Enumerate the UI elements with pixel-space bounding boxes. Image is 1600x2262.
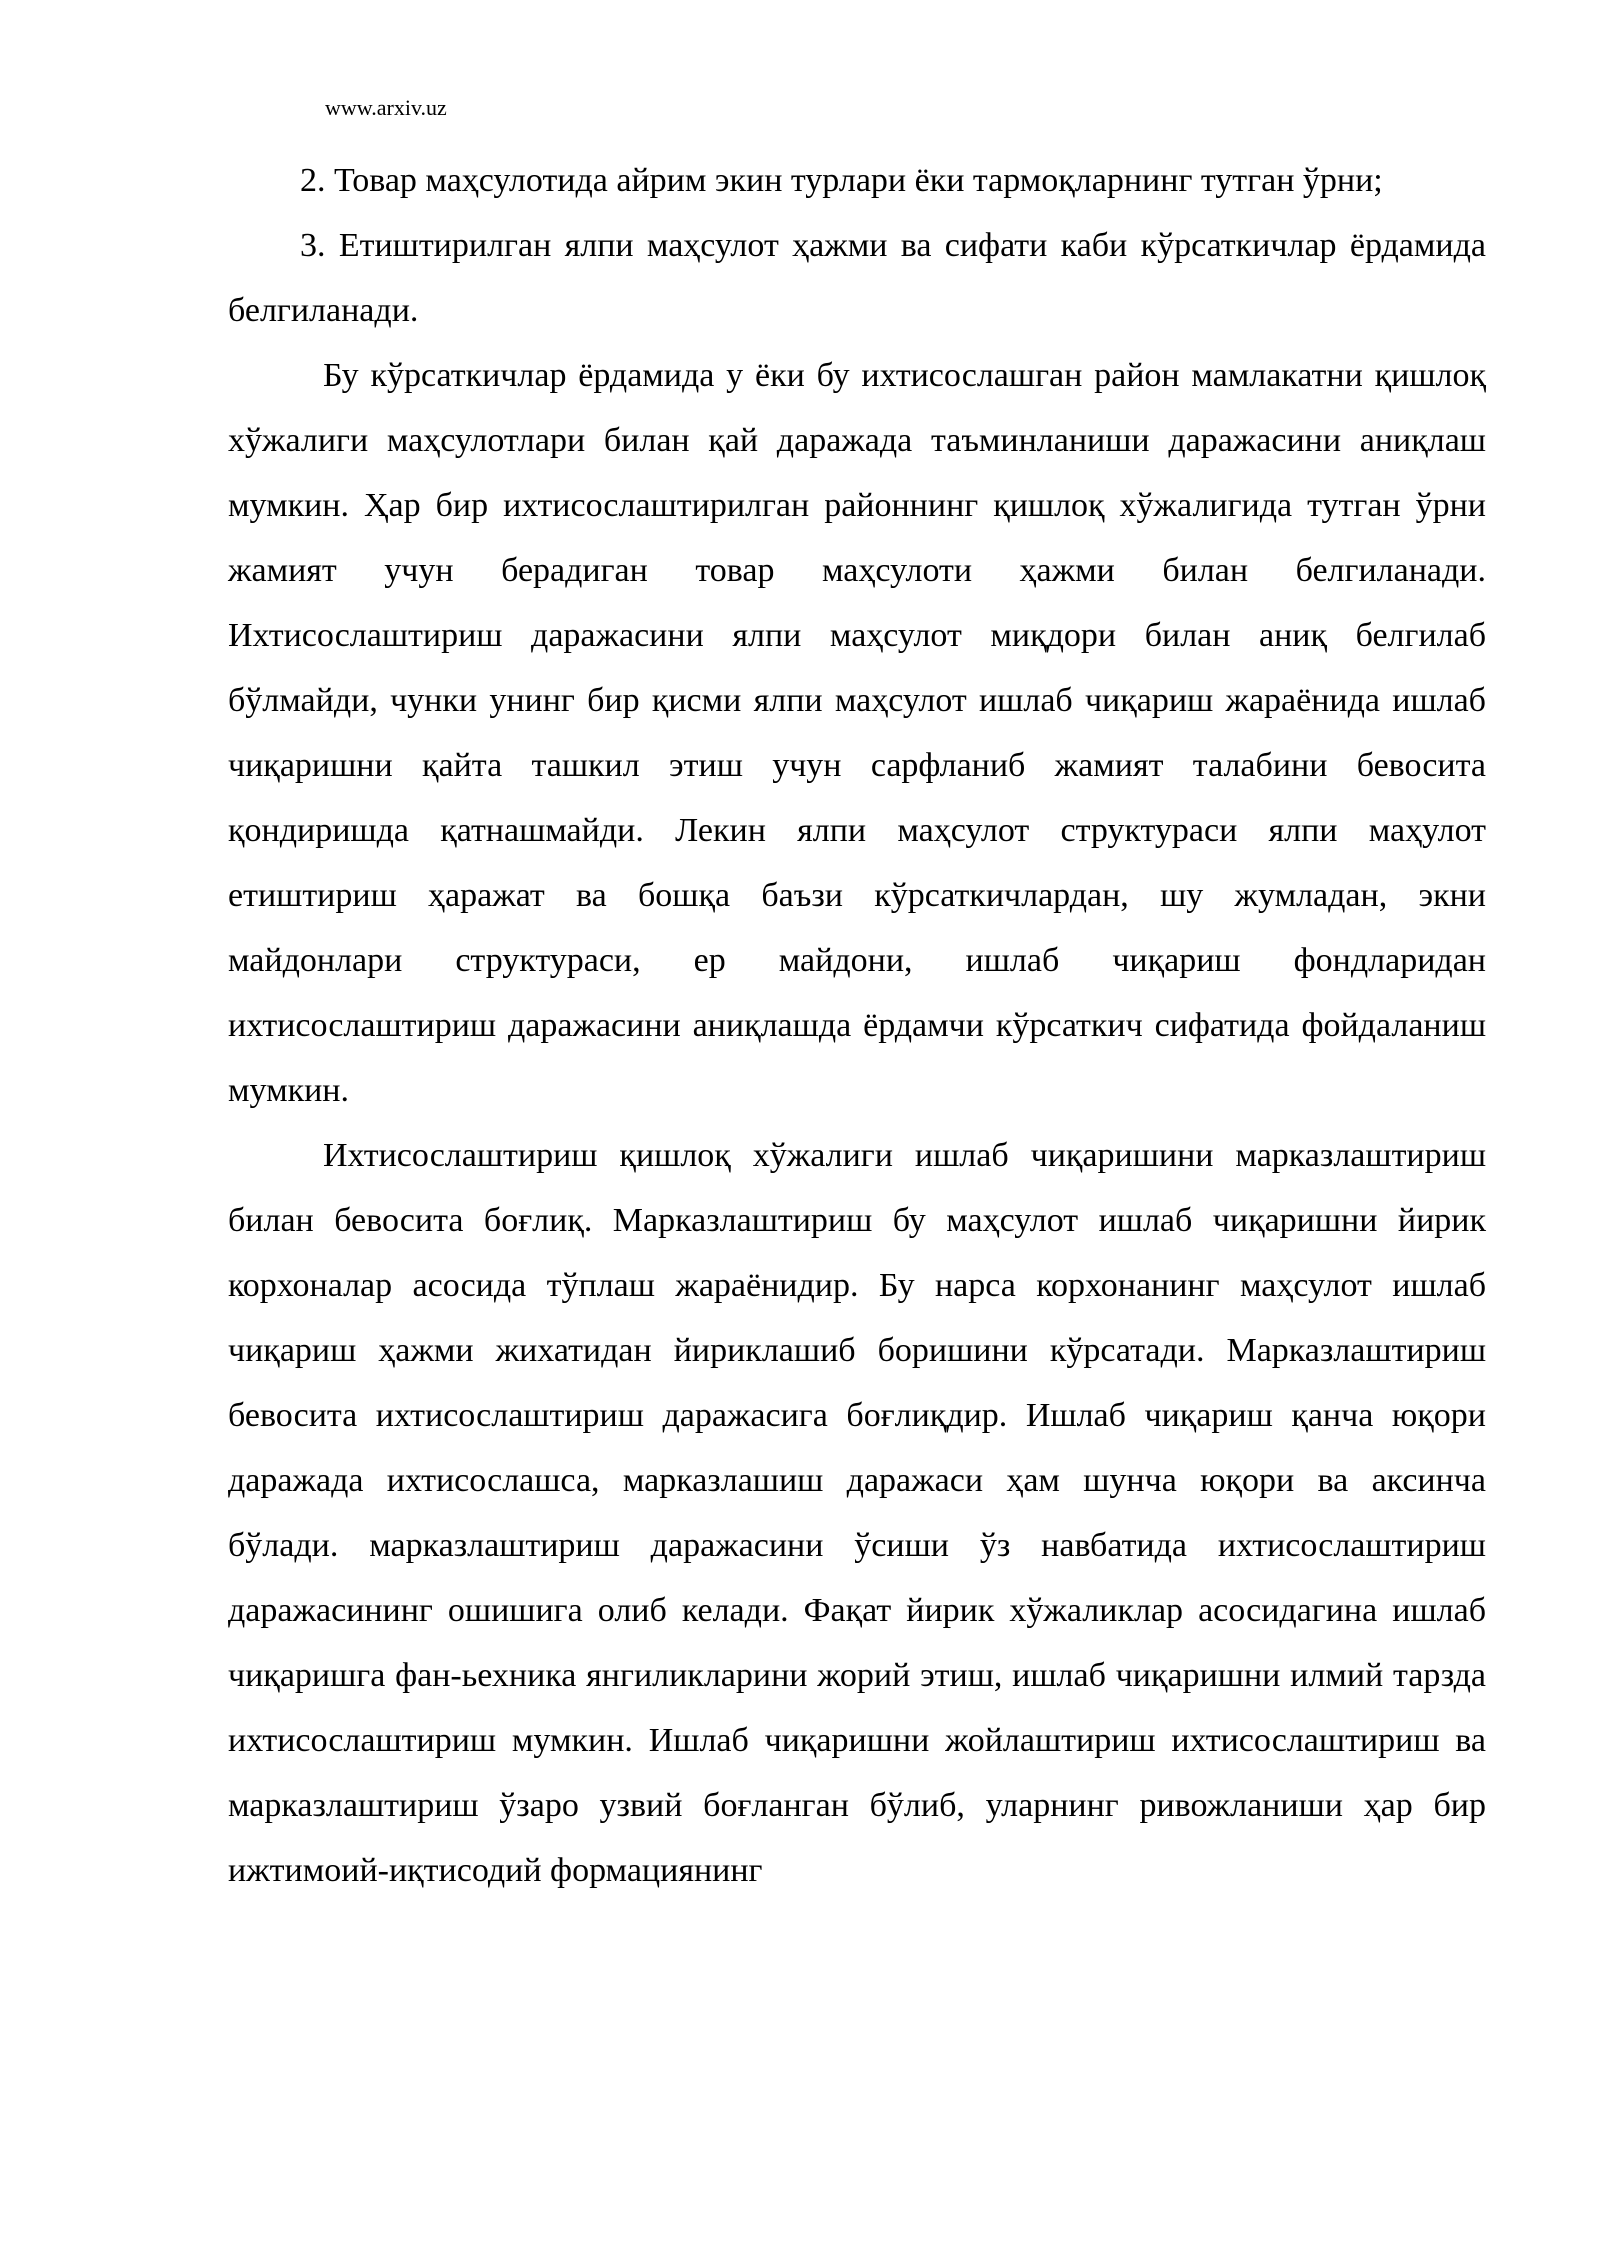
list-item-2: 2. Товар маҳсулотида айрим экин турлари ёки тармоқларнинг тутган ўрни; xyxy=(300,162,1383,199)
document-body xyxy=(228,148,1486,1903)
paragraph-centralization: Ихтисослаштириш қишлоқ хўжалиги ишлаб чиқаришини марказлаштириш билан бевосита боғлиқ. Марказлаштириш бу маҳсулот ишлаб чиқаришни йирик корхоналар асосида тўплаш жараёнидир. Бу нарса корхонанинг маҳсулот ишлаб чиқариш ҳажми жихатидан йириклашиб боришини кўрсатади. Марказлаштириш бевосита ихтисослаштириш даражасига боғлиқдир. Ишлаб чиқариш қанча юқори даражада ихтисослашса, марказлашиш даражаси ҳам шунча юқори ва аксинча бўлади. марказлаштириш даражасини ўсиши ўз навбатида ихтисослаштириш даражасининг ошишига олиб келади. Фақат йирик хўжаликлар асосидагина ишлаб чиқаришга фан-ьехника янгиликларини жорий этиш, ишлаб чиқаришни илмий тарзда ихтисослаштириш мумкин. Ишлаб чиқаришни жойлаштириш ихтисослаштириш ва марказлаштириш ўзаро узвий боғланган бўлиб, уларнинг ривожланиши ҳар бир ижтимоий-иқтисодий формациянинг xyxy=(228,1137,1486,1889)
paragraph-indicators: Бу кўрсаткичлар ёрдамида у ёки бу ихтисослашган район мамлакатни қишлоқ хўжалиги маҳсулотлари билан қай даражада таъминланиши даражасини аниқлаш мумкин. Ҳар бир ихтисослаштирилган районнинг қишлоқ хўжалигида тутган ўрни жамият учун берадиган товар маҳсулоти ҳажми билан белгиланади. Ихтисослаштириш даражасини ялпи маҳсулот миқдори билан аниқ белгилаб бўлмайди, чунки унинг бир қисми ялпи маҳсулот ишлаб чиқариш жараёнида ишлаб чиқаришни қайта ташкил этиш учун сарфланиб жамият талабини бевосита қондиришда қатнашмайди. Лекин ялпи маҳсулот структураси ялпи маҳулот етиштириш ҳаражат ва бошқа баъзи кўрсаткичлардан, шу жумладан, экни майдонлари структураси, ер майдони, ишлаб чиқариш фондларидан ихтисослаштириш даражасини аниқлашда ёрдамчи кўрсаткич сифатида фойдаланиш мумкин. xyxy=(228,357,1486,1109)
list-item-3: 3. Етиштирилган ялпи маҳсулот ҳажми ва сифати каби кўрсаткичлар ёрдамида белгиланади. xyxy=(228,227,1486,329)
source-url: www.arxiv.uz xyxy=(325,95,447,120)
